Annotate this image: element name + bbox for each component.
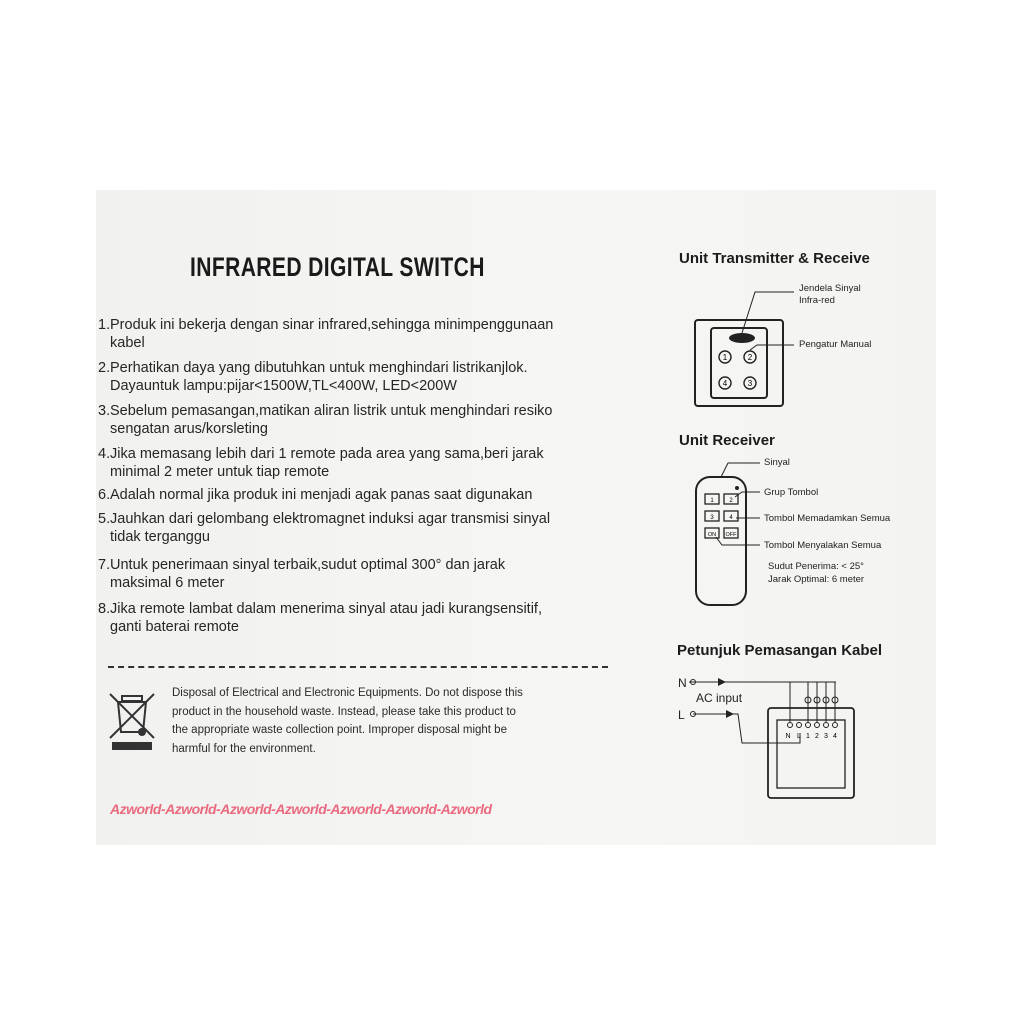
remote-key-on: ON xyxy=(707,532,717,538)
label-off-all: Tombol Memadamkan Semua xyxy=(764,513,891,524)
terminal-3: 3 xyxy=(824,733,828,740)
disposal-line: product in the household waste. Instead, please take this product to xyxy=(172,705,516,718)
terminal-2: 2 xyxy=(815,733,819,740)
terminal-4: 4 xyxy=(833,733,837,740)
item-text: Sebelum pemasangan,matikan aliran listrik untuk menghindari resiko xyxy=(110,403,553,419)
manual-button-1: 1 xyxy=(722,353,728,362)
disposal-line: Disposal of Electrical and Electronic Equipments. Do not dispose this xyxy=(172,687,523,699)
wiring-heading: Petunjuk Pemasangan Kabel xyxy=(677,642,883,659)
disposal-line: harmful for the environment. xyxy=(172,742,316,755)
n-label: N xyxy=(678,676,687,690)
terminal-1: 1 xyxy=(806,733,810,740)
label-on-all: Tombol Menyalakan Semua xyxy=(764,540,882,551)
l-label: L xyxy=(678,708,685,722)
remote-key-3: 3 xyxy=(710,515,714,521)
item-text: Produk ini bekerja dengan sinar infrared,sehingga minimpenggunaan xyxy=(110,317,554,333)
terminal-l: L xyxy=(797,733,801,740)
receiver-heading: Unit Receiver xyxy=(679,432,775,449)
item-number: 1. xyxy=(98,317,111,333)
item-number: 4. xyxy=(98,446,111,462)
item-text-cont: sengatan arus/korsleting xyxy=(110,421,268,437)
item-number: 6. xyxy=(98,487,111,503)
item-text-cont: minimal 2 meter untuk tiap remote xyxy=(110,464,330,480)
item-text: Perhatikan daya yang dibutuhkan untuk menghindari listrikanjlok. xyxy=(110,360,528,376)
spec-angle: Sudut Penerima: < 25° xyxy=(768,561,864,572)
transmitter-heading: Unit Transmitter & Receive xyxy=(679,250,870,267)
item-number: 8. xyxy=(98,601,111,617)
manual-button-4: 4 xyxy=(722,379,728,388)
remote-key-off: OFF xyxy=(725,532,737,538)
label-line: Jendela Sinyal xyxy=(799,283,861,294)
item-text: Jika remote lambat dalam menerima sinyal atau jadi kurangsensitif, xyxy=(110,601,542,617)
item-text: Jika memasang lebih dari 1 remote pada area yang sama,beri jarak xyxy=(110,446,544,462)
item-text-cont: tidak terganggu xyxy=(110,529,210,545)
remote-key-2: 2 xyxy=(729,498,733,504)
manual-button-2: 2 xyxy=(747,353,753,362)
disposal-line: the appropriate waste collection point. Improper disposal might be xyxy=(172,724,507,736)
item-number: 5. xyxy=(98,511,111,527)
item-text-cont: maksimal 6 meter xyxy=(110,575,225,591)
watermark: Azworld-Azworld-Azworld-Azworld-Azworld-Azworld-Azworld xyxy=(110,801,492,817)
spec-range: Jarak Optimal: 6 meter xyxy=(768,574,865,585)
label-group: Grup Tombol xyxy=(764,487,819,498)
label-line: Infra-red xyxy=(799,295,835,306)
page-title: INFRARED DIGITAL SWITCH xyxy=(190,252,485,282)
remote-key-4: 4 xyxy=(729,515,733,521)
item-text-cont: Dayauntuk lampu:pijar<1500W,TL<400W, LED<200W xyxy=(110,378,457,394)
item-text: Adalah normal jika produk ini menjadi agak panas saat digunakan xyxy=(110,487,533,503)
terminal-n: N xyxy=(785,733,791,740)
label-manual: Pengatur Manual xyxy=(799,339,872,350)
item-number: 2. xyxy=(98,360,111,376)
item-number: 7. xyxy=(98,557,111,573)
item-number: 3. xyxy=(98,403,111,419)
item-text-cont: ganti baterai remote xyxy=(110,619,239,635)
remote-key-1: 1 xyxy=(710,498,714,504)
item-text-cont: kabel xyxy=(110,335,145,351)
ac-input-label: AC input xyxy=(696,691,743,705)
item-text: Untuk penerimaan sinyal terbaik,sudut optimal 300° dan jarak xyxy=(110,557,506,573)
label-signal: Sinyal xyxy=(764,457,790,468)
manual-button-3: 3 xyxy=(747,379,753,388)
item-text: Jauhkan dari gelombang elektromagnet induksi agar transmisi sinyal xyxy=(110,511,551,527)
